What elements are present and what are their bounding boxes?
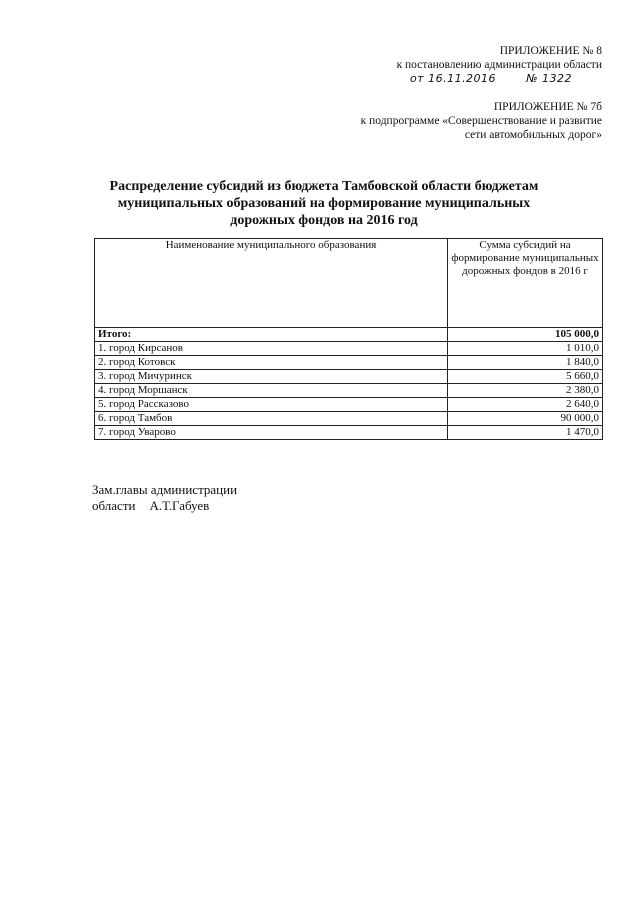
row-value: 2 640,0 [448,398,603,412]
row-name: 7. город Уварово [95,426,448,440]
table-row [95,342,603,356]
appendix-8-line: к постановлению администрации области [396,59,602,71]
header-municipality: Наименование муниципального образования [95,239,448,328]
table-header-row [95,239,603,328]
subsidy-table [94,238,603,440]
row-value: 2 380,0 [448,384,603,398]
table-row [95,384,603,398]
signature-name-line [92,498,237,514]
signature-position: Зам.главы администрации [92,482,238,497]
handwritten-number: № 1322 [526,72,572,85]
total-label: Итого: [95,328,448,342]
row-name: 6. город Тамбов [95,412,448,426]
total-value: 105 000,0 [448,328,603,342]
table-row [95,356,603,370]
table-total-row [95,328,603,342]
row-value: 90 000,0 [448,412,603,426]
row-name: 4. город Моршанск [95,384,448,398]
table-row [95,370,603,384]
appendix-7b-line2: сети автомобильных дорог» [464,129,602,141]
appendix-8-title: ПРИЛОЖЕНИЕ № 8 [499,45,602,57]
row-value: 1 470,0 [448,426,603,440]
row-name: 3. город Мичуринск [95,370,448,384]
signature-name: А.Т.Габуев [149,498,210,513]
row-name: 2. город Котовск [95,356,448,370]
table-row [95,398,603,412]
table-row [95,412,603,426]
header-subsidy-sum: Сумма субсидий на формирование муниципальных дорожных фондов в 2016 г [448,239,603,328]
table-row [95,426,603,440]
appendix-8-header [397,44,602,86]
row-value: 1 010,0 [448,342,603,356]
row-name: 5. город Рассказово [95,398,448,412]
row-value: 1 840,0 [448,356,603,370]
appendix-7b-header [361,100,602,142]
handwritten-decree-ref [397,72,602,86]
appendix-7b-line1: к подпрограмме «Совершенствование и развитие [360,115,602,127]
appendix-7b-title: ПРИЛОЖЕНИЕ № 7б [493,101,602,113]
row-name: 1. город Кирсанов [95,342,448,356]
signature-region: области [92,498,136,513]
handwritten-date: от 16.11.2016 [409,72,497,85]
signature-block [92,482,237,514]
document-title: Распределение субсидий из бюджета Тамбовской области бюджетам муниципальных образований на формирование муниципальных дорожных фондов на 2016 год [109,179,539,228]
row-value: 5 660,0 [448,370,603,384]
